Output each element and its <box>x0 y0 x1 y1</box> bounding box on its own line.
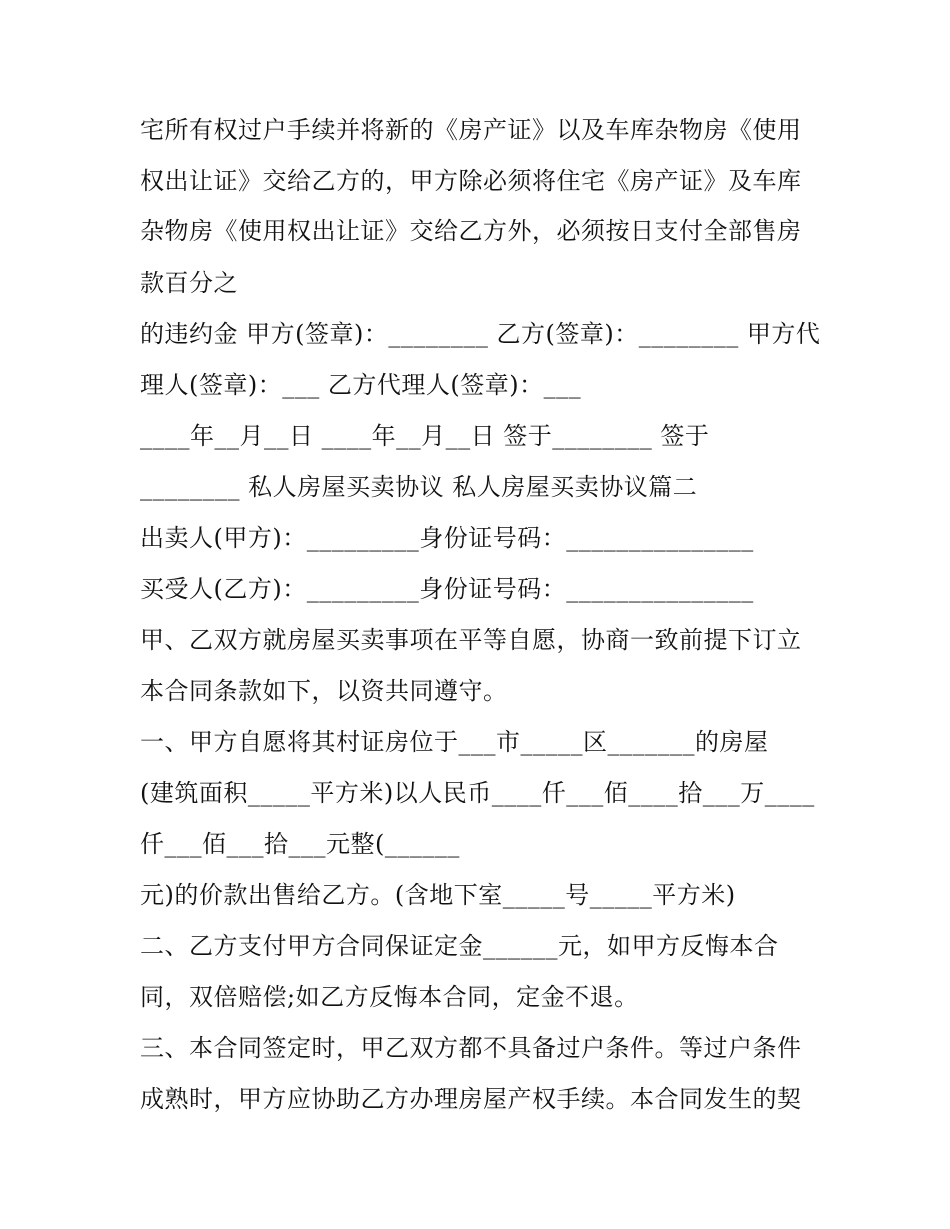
text-line: (建筑面积_____平方米)以人民币____仟___佰____拾___万____ <box>140 779 815 807</box>
text-line: 本合同条款如下，以资共同遵守。 <box>140 677 508 705</box>
text-line: 仟___佰___拾___元整(______ <box>140 830 460 858</box>
text-line: 权出让证》交给乙方的，甲方除必须将住宅《房产证》及车库 <box>140 167 802 195</box>
text-line: 杂物房《使用权出让证》交给乙方外，必须按日支付全部售房 <box>140 217 802 245</box>
text-line: 款百分之 <box>140 269 238 297</box>
text-line: 成熟时，甲方应协助乙方办理房屋产权手续。本合同发生的契 <box>140 1085 802 1113</box>
text-line: 同，双倍赔偿;如乙方反悔本合同，定金不退。 <box>140 983 639 1011</box>
text-line: ________ 私人房屋买卖协议 私人房屋买卖协议篇二 <box>140 473 698 501</box>
text-line: 宅所有权过户手续并将新的《房产证》以及车库杂物房《使用 <box>140 116 802 144</box>
text-line: ____年__月__日 ____年__月__日 签于________ 签于 <box>140 422 710 450</box>
text-line: 的违约金 甲方(签章)：________ 乙方(签章)：________ 甲方代 <box>140 320 821 348</box>
text-line: 出卖人(甲方)：_________身份证号码：_______________ <box>140 524 754 552</box>
text-line: 三、本合同签定时，甲乙双方都不具备过户条件。等过户条件 <box>140 1034 802 1062</box>
text-line: 甲、乙双方就房屋买卖事项在平等自愿，协商一致前提下订立 <box>140 626 802 654</box>
text-line: 元)的价款出售给乙方。(含地下室_____号_____平方米) <box>140 881 736 909</box>
text-line: 一、甲方自愿将其村证房位于___市_____区_______的房屋 <box>140 728 769 756</box>
text-line: 二、乙方支付甲方合同保证定金______元，如甲方反悔本合 <box>140 932 779 960</box>
text-line: 买受人(乙方)：_________身份证号码：_______________ <box>140 575 754 603</box>
text-line: 理人(签章)：___ 乙方代理人(签章)：___ <box>140 371 582 399</box>
